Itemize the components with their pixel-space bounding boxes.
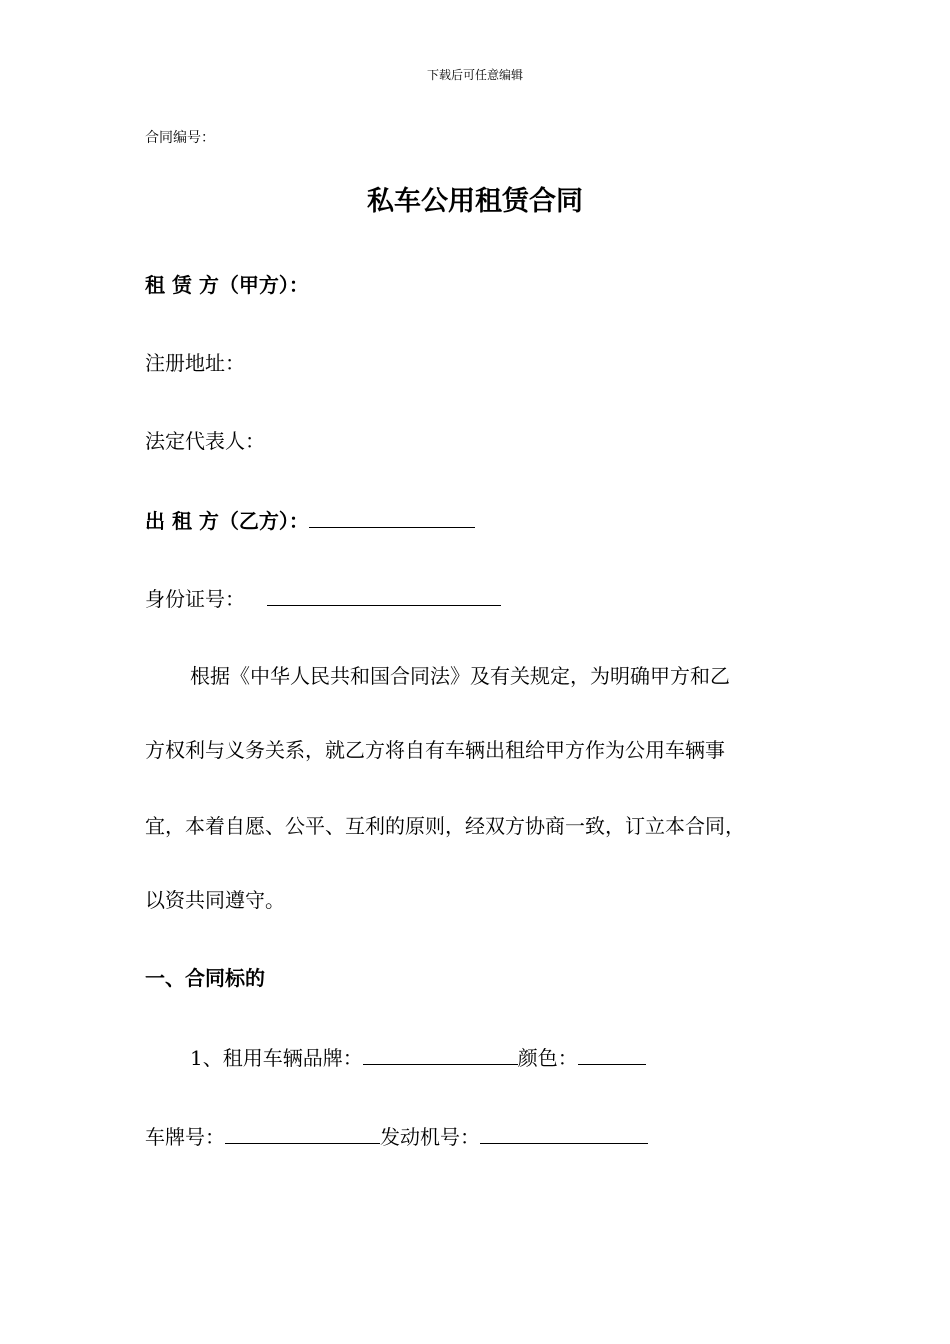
section-1-heading: 一、合同标的 (145, 966, 265, 990)
lessor-row (145, 505, 475, 536)
contract-number-label: 合同编号： (145, 130, 215, 146)
preamble-line-4: 以资共同遵守。 (145, 888, 285, 912)
page-header: 下载后可任意编辑 (426, 68, 523, 82)
plate-number-label: 车牌号： (145, 1125, 225, 1149)
registered-address-label: 注册地址： (145, 351, 245, 375)
document-title: 私车公用租赁合同 (367, 186, 583, 217)
vehicle-brand-blank[interactable] (363, 1042, 518, 1065)
lessor-label: 出 租 方（乙方）： (145, 509, 309, 533)
vehicle-color-label: 颜色： (517, 1046, 578, 1070)
lessor-blank[interactable] (309, 505, 475, 528)
preamble-line-3: 宜，本着自愿、公平、互利的原则，经双方协商一致，订立本合同， (145, 814, 745, 838)
engine-number-blank[interactable] (480, 1121, 648, 1144)
vehicle-color-blank[interactable] (578, 1042, 646, 1065)
plate-engine-row (145, 1121, 648, 1152)
vehicle-brand-label: 1、租用车辆品牌： (190, 1046, 363, 1070)
plate-number-blank[interactable] (225, 1121, 380, 1144)
id-number-label: 身份证号： (145, 587, 245, 611)
legal-representative-label: 法定代表人： (145, 429, 265, 453)
id-number-row (145, 583, 501, 614)
engine-number-label: 发动机号： (380, 1125, 480, 1149)
vehicle-brand-row (190, 1042, 646, 1073)
lessee-label: 租 赁 方（甲方）： (145, 273, 309, 297)
preamble-line-2: 方权利与义务关系，就乙方将自有车辆出租给甲方作为公用车辆事 (145, 738, 725, 762)
id-number-blank[interactable] (267, 583, 501, 606)
preamble-line-1: 根据《中华人民共和国合同法》及有关规定，为明确甲方和乙 (190, 664, 730, 688)
